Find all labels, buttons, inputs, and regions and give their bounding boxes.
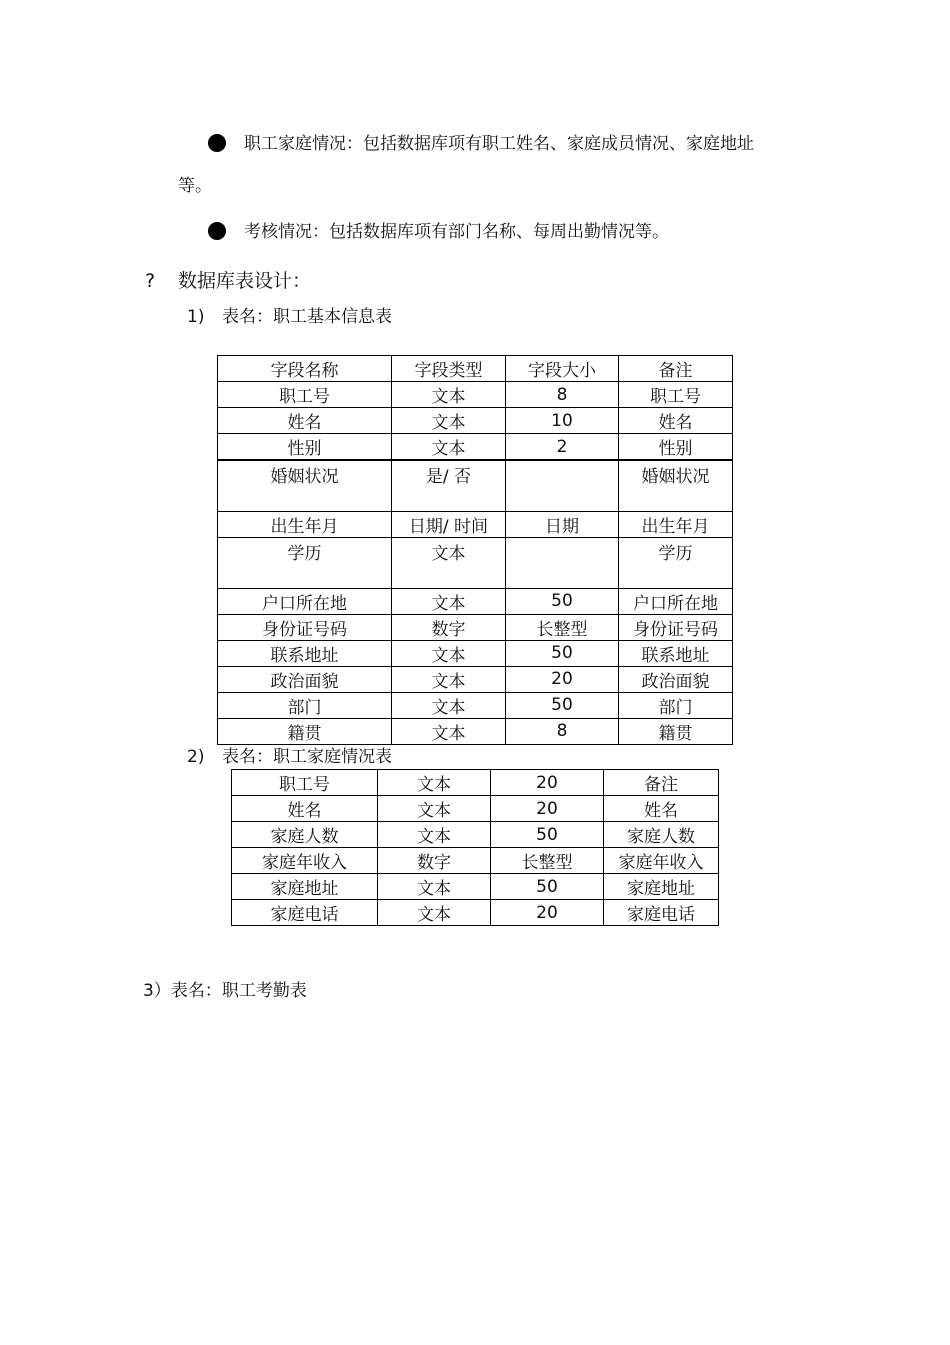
table-cell: 身份证号码	[619, 614, 733, 640]
table-row	[218, 614, 733, 640]
table-cell: 20	[506, 666, 619, 692]
table-cell: 长整型	[506, 614, 619, 640]
table-cell: 10	[506, 408, 619, 434]
table-row	[218, 434, 733, 461]
table-cell: 文本	[392, 588, 506, 614]
table-cell: 籍贯	[619, 718, 733, 744]
table1-number: 1)	[187, 307, 205, 327]
bullet-text-family-continued: 等。	[178, 176, 212, 196]
table-cell: 家庭地址	[232, 874, 378, 900]
table-row	[232, 874, 719, 900]
table-cell: 籍贯	[218, 718, 392, 744]
table-cell: 性别	[218, 434, 392, 461]
bullet-text-assessment: 考核情况：包括数据库项有部门名称、每周出勤情况等。	[244, 222, 669, 242]
table-row	[218, 382, 733, 408]
table1-caption: 表名：职工基本信息表	[222, 307, 392, 327]
table-cell: 文本	[392, 434, 506, 461]
table3-caption: 3）表名：职工考勤表	[143, 981, 307, 1001]
table-row	[232, 822, 719, 848]
table-cell: 长整型	[491, 848, 604, 874]
table-cell: 姓名	[604, 796, 719, 822]
table-cell: 部门	[218, 692, 392, 718]
table-cell: 文本	[392, 718, 506, 744]
table-cell: 家庭人数	[232, 822, 378, 848]
employee-family-table	[231, 769, 719, 926]
table-row	[232, 770, 719, 796]
table-cell: 文本	[378, 796, 491, 822]
table-row	[218, 408, 733, 434]
table-cell: 出生年月	[619, 511, 733, 537]
section-title: 数据库表设计：	[178, 270, 312, 292]
table-cell: 出生年月	[218, 511, 392, 537]
table-row	[218, 692, 733, 718]
table-cell: 文本	[392, 640, 506, 666]
table-cell: 户口所在地	[619, 588, 733, 614]
table-cell	[506, 460, 619, 511]
table-cell: 婚姻状况	[619, 460, 733, 511]
table-cell: 50	[506, 692, 619, 718]
table-cell: 50	[491, 874, 604, 900]
table-cell: 职工号	[619, 382, 733, 408]
table-cell: 50	[506, 640, 619, 666]
table-cell: 身份证号码	[218, 614, 392, 640]
table-cell: 是/ 否	[392, 460, 506, 511]
table-cell: 备注	[604, 770, 719, 796]
table-row	[232, 796, 719, 822]
table-cell: 2	[506, 434, 619, 461]
table-cell: 50	[506, 588, 619, 614]
table-cell: 20	[491, 770, 604, 796]
table-cell: 性别	[619, 434, 733, 461]
table-cell: 文本	[392, 408, 506, 434]
table-cell: 家庭年收入	[232, 848, 378, 874]
table-cell: 文本	[392, 537, 506, 588]
table-cell: 家庭年收入	[604, 848, 719, 874]
bullet-text-family: 职工家庭情况：包括数据库项有职工姓名、家庭成员情况、家庭地址	[244, 134, 754, 154]
table-row	[218, 640, 733, 666]
table-cell: 文本	[378, 900, 491, 926]
table-cell: 学历	[619, 537, 733, 588]
table2-caption: 表名：职工家庭情况表	[222, 747, 392, 767]
table-row	[218, 666, 733, 692]
table-row	[218, 588, 733, 614]
table-cell: 8	[506, 382, 619, 408]
table-cell: 日期/ 时间	[392, 511, 506, 537]
table-cell: 学历	[218, 537, 392, 588]
table-row	[218, 718, 733, 744]
table-cell: 20	[491, 900, 604, 926]
table-cell: 职工号	[218, 382, 392, 408]
table-cell	[506, 537, 619, 588]
table-cell: 户口所在地	[218, 588, 392, 614]
table-cell: 姓名	[218, 408, 392, 434]
table-cell: 8	[506, 718, 619, 744]
table-cell: 文本	[378, 770, 491, 796]
table-cell: 备注	[619, 356, 733, 382]
bullet-dot	[208, 222, 226, 240]
table-cell: 50	[491, 822, 604, 848]
table-cell: 文本	[378, 822, 491, 848]
table-cell: 数字	[378, 848, 491, 874]
table-cell: 字段名称	[218, 356, 392, 382]
table-cell: 字段大小	[506, 356, 619, 382]
table-cell: 家庭地址	[604, 874, 719, 900]
bullet-dot	[208, 134, 226, 152]
table-row	[218, 511, 733, 537]
section-marker: ?	[145, 270, 156, 292]
table2-number: 2)	[187, 747, 205, 767]
table-header-row	[218, 356, 733, 382]
table-cell: 文本	[392, 382, 506, 408]
table-cell: 日期	[506, 511, 619, 537]
table-cell: 联系地址	[619, 640, 733, 666]
table-cell: 部门	[619, 692, 733, 718]
table-cell: 文本	[392, 692, 506, 718]
table-cell: 字段类型	[392, 356, 506, 382]
table-cell: 数字	[392, 614, 506, 640]
table-cell: 婚姻状况	[218, 460, 392, 511]
table-cell: 职工号	[232, 770, 378, 796]
table-row	[232, 848, 719, 874]
table-row	[232, 900, 719, 926]
table-cell: 家庭电话	[604, 900, 719, 926]
table-cell: 家庭电话	[232, 900, 378, 926]
table-cell: 20	[491, 796, 604, 822]
table-cell: 家庭人数	[604, 822, 719, 848]
table-cell: 姓名	[619, 408, 733, 434]
table-row	[218, 537, 733, 588]
table-cell: 姓名	[232, 796, 378, 822]
table-cell: 政治面貌	[619, 666, 733, 692]
table-row	[218, 460, 733, 511]
table-cell: 联系地址	[218, 640, 392, 666]
employee-info-table	[217, 355, 733, 745]
table-cell: 文本	[392, 666, 506, 692]
table-cell: 文本	[378, 874, 491, 900]
table-cell: 政治面貌	[218, 666, 392, 692]
